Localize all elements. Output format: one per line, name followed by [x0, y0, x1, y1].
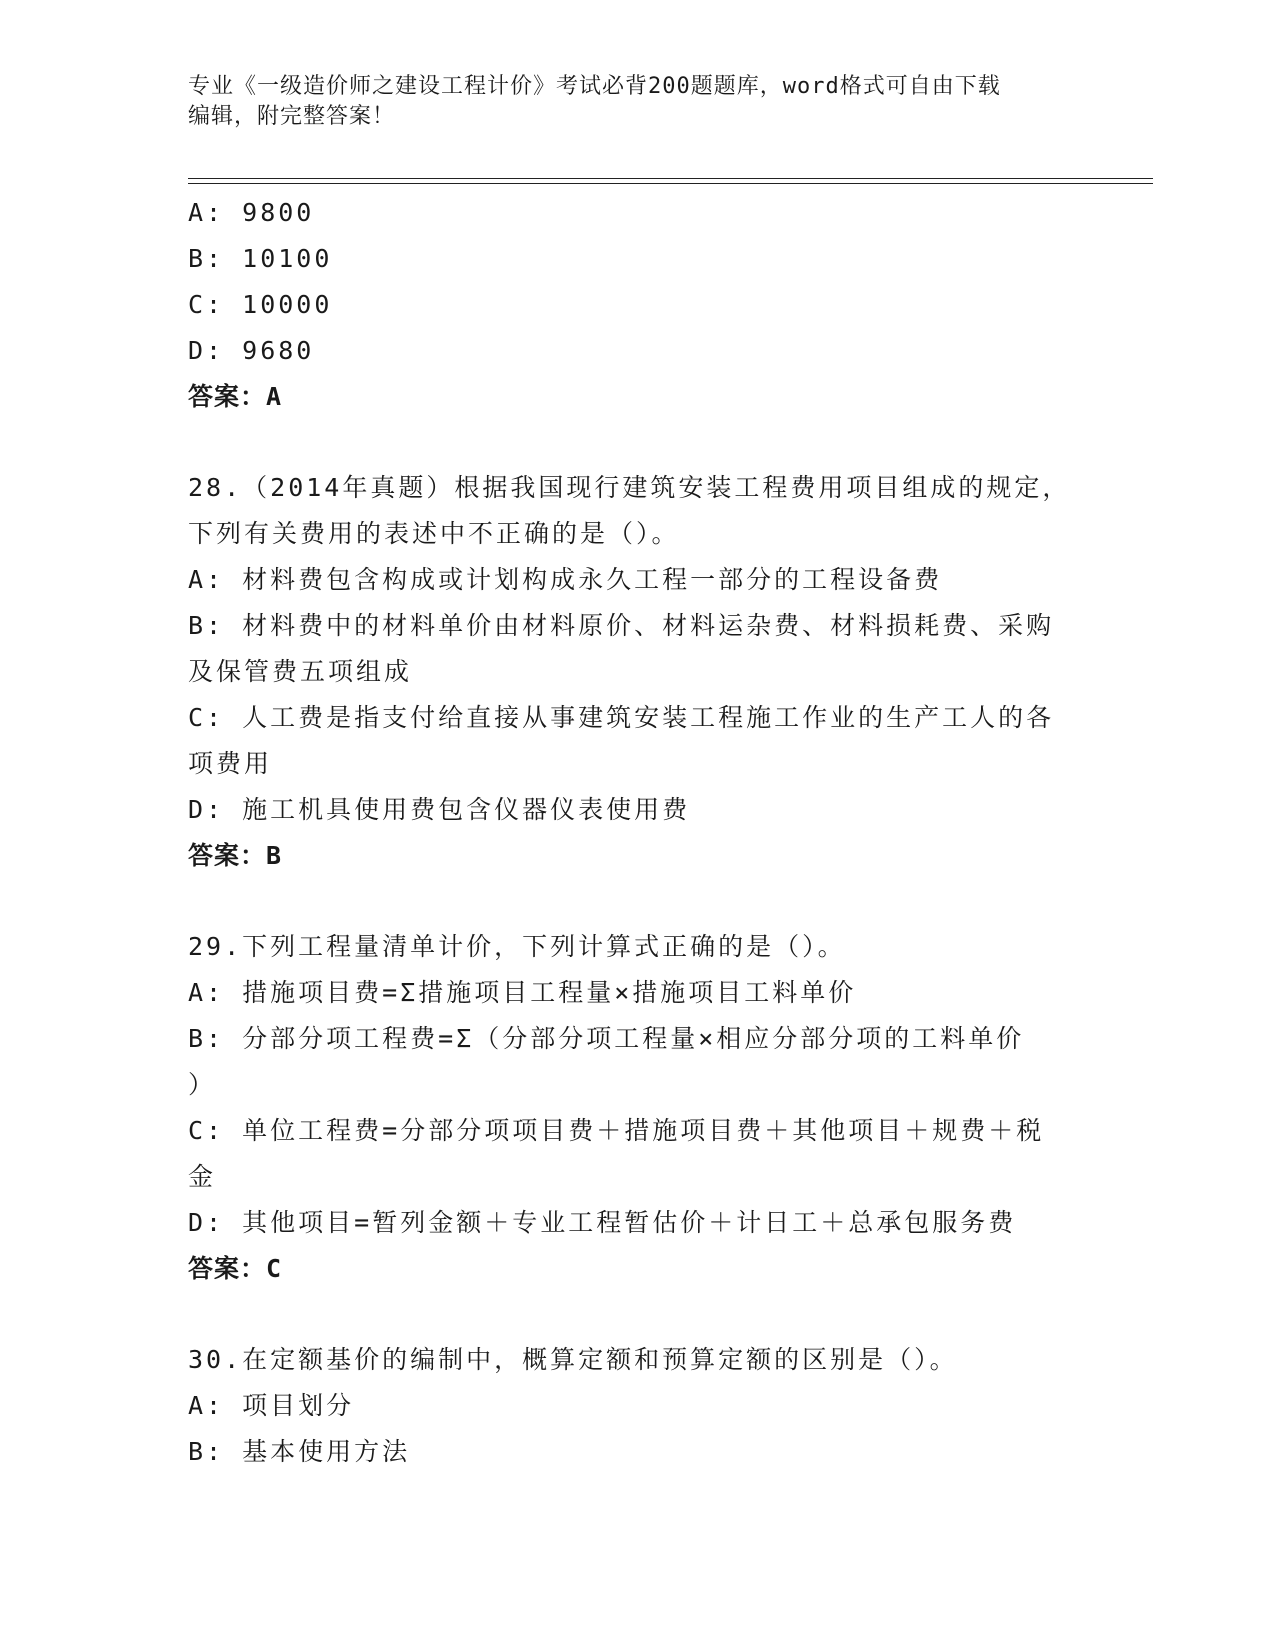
question-stem: 30.在定额基价的编制中，概算定额和预算定额的区别是（）。 — [188, 1345, 958, 1374]
option-b: B: 分部分项工程费=Σ（分部分项工程量×相应分部分项的工料单价 — [188, 1024, 1025, 1053]
question-stem: 28.（2014年真题）根据我国现行建筑安装工程费用项目组成的规定， — [188, 473, 1071, 502]
option-a: A: 措施项目费=Σ措施项目工程量×措施项目工料单价 — [188, 978, 857, 1007]
answer: 答案：A — [188, 382, 283, 411]
question-30 — [188, 1337, 1088, 1475]
header-line-2: 编辑，附完整答案！ — [188, 104, 396, 129]
answer: 答案：C — [188, 1254, 283, 1283]
option-c-continued: 项费用 — [188, 749, 273, 778]
option-d: D: 其他项目=暂列金额＋专业工程暂估价＋计日工＋总承包服务费 — [188, 1208, 1017, 1237]
spacer — [188, 1292, 1088, 1337]
spacer — [188, 420, 1088, 465]
answer: 答案：B — [188, 841, 283, 870]
question-27 — [188, 190, 1088, 420]
header-divider-top — [188, 178, 1153, 179]
option-d: D: 施工机具使用费包含仪器仪表使用费 — [188, 795, 691, 824]
option-a: A: 材料费包含构成或计划构成永久工程一部分的工程设备费 — [188, 565, 943, 594]
option-b-continued: 及保管费五项组成 — [188, 657, 413, 686]
question-29 — [188, 924, 1088, 1292]
question-stem: 29.下列工程量清单计价，下列计算式正确的是（）。 — [188, 932, 846, 961]
option-b: B: 10100 — [188, 244, 333, 273]
spacer — [188, 879, 1088, 924]
question-list — [188, 190, 1088, 1475]
document-header — [188, 72, 1088, 132]
question-28 — [188, 465, 1088, 879]
option-a: A: 项目划分 — [188, 1391, 355, 1420]
option-b: B: 基本使用方法 — [188, 1437, 411, 1466]
header-line-1: 专业《一级造价师之建设工程计价》考试必背200题题库，word格式可自由下载 — [188, 74, 1001, 99]
option-c: C: 10000 — [188, 290, 333, 319]
header-divider-bottom — [188, 183, 1153, 184]
question-stem-continued: 下列有关费用的表述中不正确的是（）。 — [188, 519, 680, 548]
option-b: B: 材料费中的材料单价由材料原价、材料运杂费、材料损耗费、采购 — [188, 611, 1055, 640]
option-c-continued: 金 — [188, 1162, 217, 1191]
option-d: D: 9680 — [188, 336, 315, 365]
option-a: A: 9800 — [188, 198, 315, 227]
option-b-continued: ） — [188, 1070, 217, 1099]
option-c: C: 单位工程费=分部分项项目费＋措施项目费＋其他项目＋规费＋税 — [188, 1116, 1045, 1145]
option-c: C: 人工费是指支付给直接从事建筑安装工程施工作业的生产工人的各 — [188, 703, 1055, 732]
